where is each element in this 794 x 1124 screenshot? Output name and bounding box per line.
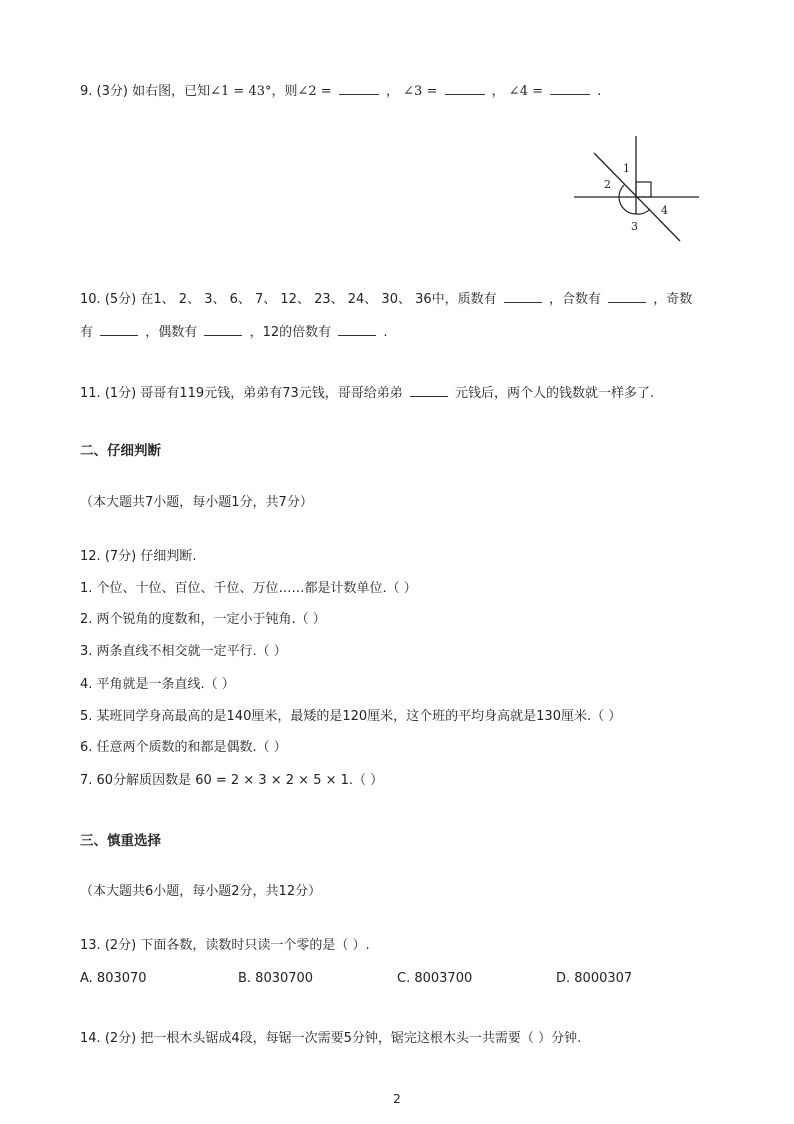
question-text: ，合数有: [548, 292, 601, 307]
question-score: (7分): [104, 549, 137, 564]
question-10-line-2: [80, 323, 388, 342]
question-number: 14.: [80, 1031, 101, 1046]
section-3-note: （本大题共6小题，每小题2分，共12分）: [80, 884, 322, 899]
label-3: 3: [631, 220, 638, 233]
question-score: (2分): [104, 1031, 137, 1046]
question-number: 9.: [80, 84, 93, 99]
question-text: 把一根木头锯成4段，每锯一次需要5分钟，锯完这根木头一共需要（ ）分钟.: [140, 1031, 582, 1046]
question-9: [80, 82, 601, 101]
question-score: (5分): [104, 292, 137, 307]
question-score: (2分): [104, 938, 137, 953]
question-text: 下面各数，读数时只读一个零的是（ ）.: [140, 938, 370, 953]
question-10-line-1: [80, 290, 692, 309]
question-text: 有: [80, 325, 94, 340]
judgment-item[interactable]: 5. 某班同学身高最高的是140厘米，最矮的是120厘米，这个班的平均身高就是130厘米.（ ）: [80, 709, 622, 724]
option-c[interactable]: C. 8003700: [397, 971, 473, 986]
question-number: 12.: [80, 549, 101, 564]
angle-diagram: [572, 136, 702, 244]
question-14: [80, 1030, 581, 1048]
angle-3-label: ∠3 =: [403, 84, 438, 99]
option-a[interactable]: A. 803070: [80, 971, 147, 986]
separator: ，: [386, 84, 400, 99]
right-angle-mark: [636, 182, 651, 197]
answer-blank-amount[interactable]: [410, 384, 448, 397]
judgment-item[interactable]: 7. 60分解质因数是 60 = 2 × 3 × 2 × 5 × 1.（ ）: [80, 773, 384, 788]
answer-blank-angle-3[interactable]: [445, 82, 485, 95]
judgment-item[interactable]: 6. 任意两个质数的和都是偶数.（ ）: [80, 740, 287, 755]
angle-2-label: ∠2 =: [297, 84, 332, 99]
answer-blank-angle-4[interactable]: [550, 82, 590, 95]
question-number: 13.: [80, 938, 101, 953]
angle-4-label: ∠4 =: [508, 84, 543, 99]
page-number: 2: [393, 1092, 401, 1106]
period: .: [383, 325, 388, 340]
section-2-title: 二、仔细判断: [80, 443, 161, 459]
angle-arc: [636, 209, 650, 214]
question-text: 元钱后，两个人的钱数就一样多了.: [455, 386, 655, 401]
question-13: [80, 937, 370, 955]
given-angle: ∠1 = 43°: [210, 84, 272, 99]
label-4: 4: [661, 204, 668, 217]
separator: ，: [491, 84, 505, 99]
answer-blank-odds[interactable]: [100, 323, 138, 336]
section-2-note: （本大题共7小题，每小题1分，共7分）: [80, 495, 313, 510]
judgment-item[interactable]: 4. 平角就是一条直线.（ ）: [80, 677, 235, 692]
answer-blank-evens[interactable]: [204, 323, 242, 336]
angle-figure: [572, 136, 702, 244]
question-text: 如右图，已知: [132, 84, 211, 99]
label-1: 1: [623, 162, 630, 175]
answer-blank-primes[interactable]: [504, 290, 542, 303]
section-3-title: 三、慎重选择: [80, 833, 161, 849]
judgment-item[interactable]: 3. 两条直线不相交就一定平行.（ ）: [80, 644, 287, 659]
label-2: 2: [604, 178, 611, 191]
question-text: ，12的倍数有: [249, 325, 332, 340]
judgment-item[interactable]: 2. 两个锐角的度数和，一定小于钝角.（ ）: [80, 612, 326, 627]
question-11: [80, 384, 654, 403]
judgment-item[interactable]: 1. 个位、十位、百位、千位、万位……都是计数单位.（ ）: [80, 581, 417, 596]
option-b[interactable]: B. 8030700: [238, 971, 314, 986]
question-text: ，则: [271, 84, 298, 99]
question-text: ，偶数有: [145, 325, 198, 340]
question-score: (1分): [104, 386, 137, 401]
question-text: 哥哥有119元钱，弟弟有73元钱，哥哥给弟弟: [140, 386, 403, 401]
question-number: 10.: [80, 292, 101, 307]
angle-arc: [619, 185, 636, 214]
question-text: ，奇数: [653, 292, 693, 307]
answer-blank-angle-2[interactable]: [339, 82, 379, 95]
question-12: [80, 548, 197, 566]
option-d[interactable]: D. 8000307: [556, 971, 633, 986]
answer-blank-multiples[interactable]: [338, 323, 376, 336]
question-text: 在1、 2、 3、 6、 7、 12、 23、 24、 30、 36中，质数有: [140, 292, 497, 307]
question-number: 11.: [80, 386, 101, 401]
question-text: 仔细判断.: [140, 549, 197, 564]
period: .: [597, 84, 602, 99]
answer-blank-composites[interactable]: [608, 290, 646, 303]
question-score: (3分): [96, 84, 128, 99]
